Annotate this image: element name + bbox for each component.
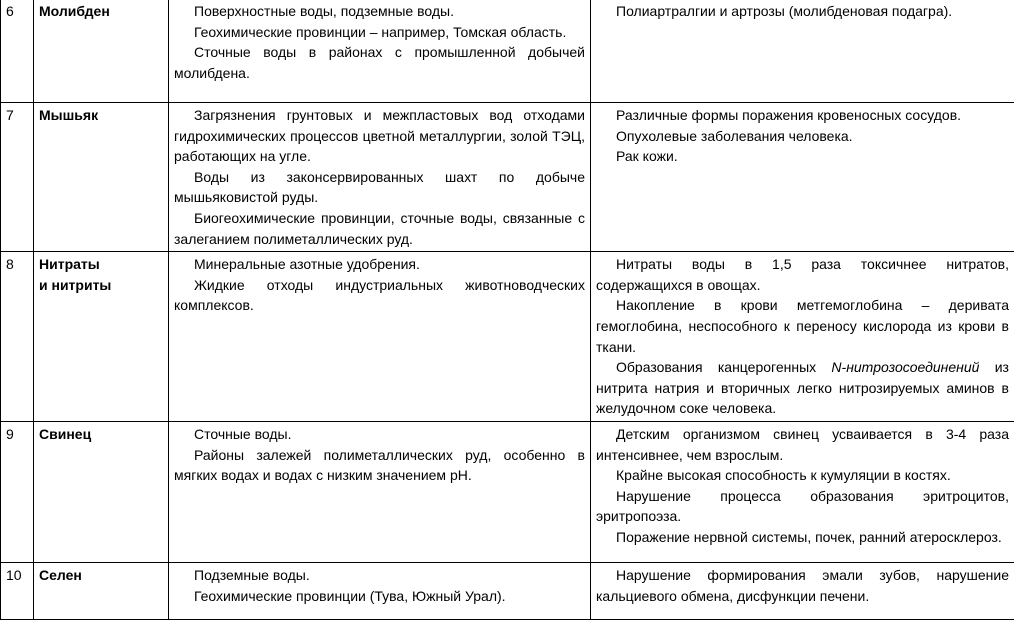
effect-paragraph: Различные формы поражения кровеносных сосудов. [596,105,1009,126]
effects-cell [591,252,1014,422]
effects-cell [591,421,1014,562]
effect-paragraph [596,357,1009,419]
sources-cell [169,421,591,562]
source-paragraph: Биогеохимические провинции, сточные воды, связанные с залеганием полиметаллических руд. [174,208,585,249]
source-paragraph: Районы залежей полиметаллических руд, особенно в мягких водах и водах с низким значением pH. [174,445,585,486]
source-paragraph: Воды из законсервированных шахт по добыче мышьяковистой руды. [174,167,585,208]
substance-name-text: Молибден [39,1,163,22]
effect-paragraph: Рак кожи. [596,146,1009,167]
effects-cell [591,103,1014,252]
substance-name [34,0,169,103]
sources-cell [169,562,591,619]
effect-italic-term: N-нитрозосоединений [831,359,979,375]
effect-paragraph: Нарушение формирования эмали зубов, нарушение кальциевого обмена, дисфункции печени. [596,565,1009,606]
substance-name-text: Нитраты [39,254,163,275]
sources-cell [169,103,591,252]
effects-cell [591,0,1014,103]
substance-name-text: Мышьяк [39,105,163,126]
source-paragraph: Сточные воды. [174,424,585,445]
source-paragraph: Геохимические провинции – например, Томская область. [174,22,585,43]
substance-name [34,562,169,619]
row-number: 9 [1,421,34,562]
sources-cell [169,0,591,103]
substance-name [34,421,169,562]
source-paragraph: Поверхностные воды, подземные воды. [174,1,585,22]
substance-name-text: Селен [39,565,163,586]
effect-text: Образования канцерогенных [616,359,831,375]
table-row [1,0,1014,103]
row-number: 10 [1,562,34,619]
effect-paragraph: Крайне высокая способность к кумуляции в костях. [596,465,1009,486]
effect-paragraph: Нарушение процесса образования эритроцитов, эритропоэза. [596,486,1009,527]
effect-paragraph: Опухолевые заболевания человека. [596,126,1009,147]
row-number: 6 [1,0,34,103]
source-paragraph: Геохимические провинции (Тува, Южный Урал). [174,586,585,607]
substance-name [34,103,169,252]
table-row [1,103,1014,252]
table-row [1,562,1014,619]
source-paragraph: Загрязнения грунтовых и межпластовых вод отходами гидрохимических процессов цветной металлургии, золой ТЭЦ, работающих на угле. [174,105,585,167]
effect-paragraph: Поражение нервной системы, почек, ранний атеросклероз. [596,527,1009,548]
effect-paragraph: Детским организмом свинец усваивается в 3-4 раза интенсивнее, чем взрослым. [596,424,1009,465]
row-number: 7 [1,103,34,252]
effect-paragraph: Накопление в крови метгемоглобина – деривата гемоглобина, неспособного к переносу кислорода из крови в ткани. [596,295,1009,357]
table-row [1,421,1014,562]
source-paragraph: Сточные воды в районах с промышленной добычей молибдена. [174,42,585,83]
source-paragraph: Минеральные азотные удобрения. [174,254,585,275]
source-paragraph: Жидкие отходы индустриальных животноводческих комплексов. [174,275,585,316]
row-number: 8 [1,252,34,422]
table-row [1,252,1014,422]
source-paragraph: Подземные воды. [174,565,585,586]
effect-paragraph: Нитраты воды в 1,5 раза токсичнее нитратов, содержащихся в овощах. [596,254,1009,295]
substance-name-text-line2: и нитриты [39,275,163,296]
effect-paragraph: Полиартралгии и артрозы (молибденовая подагра). [596,1,1009,22]
effect-text: из нитрита натрия и вторичных легко нитрозируемых аминов в желудочном соке человека. [596,359,1009,416]
substance-name-text: Свинец [39,424,163,445]
substance-name [34,252,169,422]
sources-cell [169,252,591,422]
effects-cell [591,562,1014,619]
